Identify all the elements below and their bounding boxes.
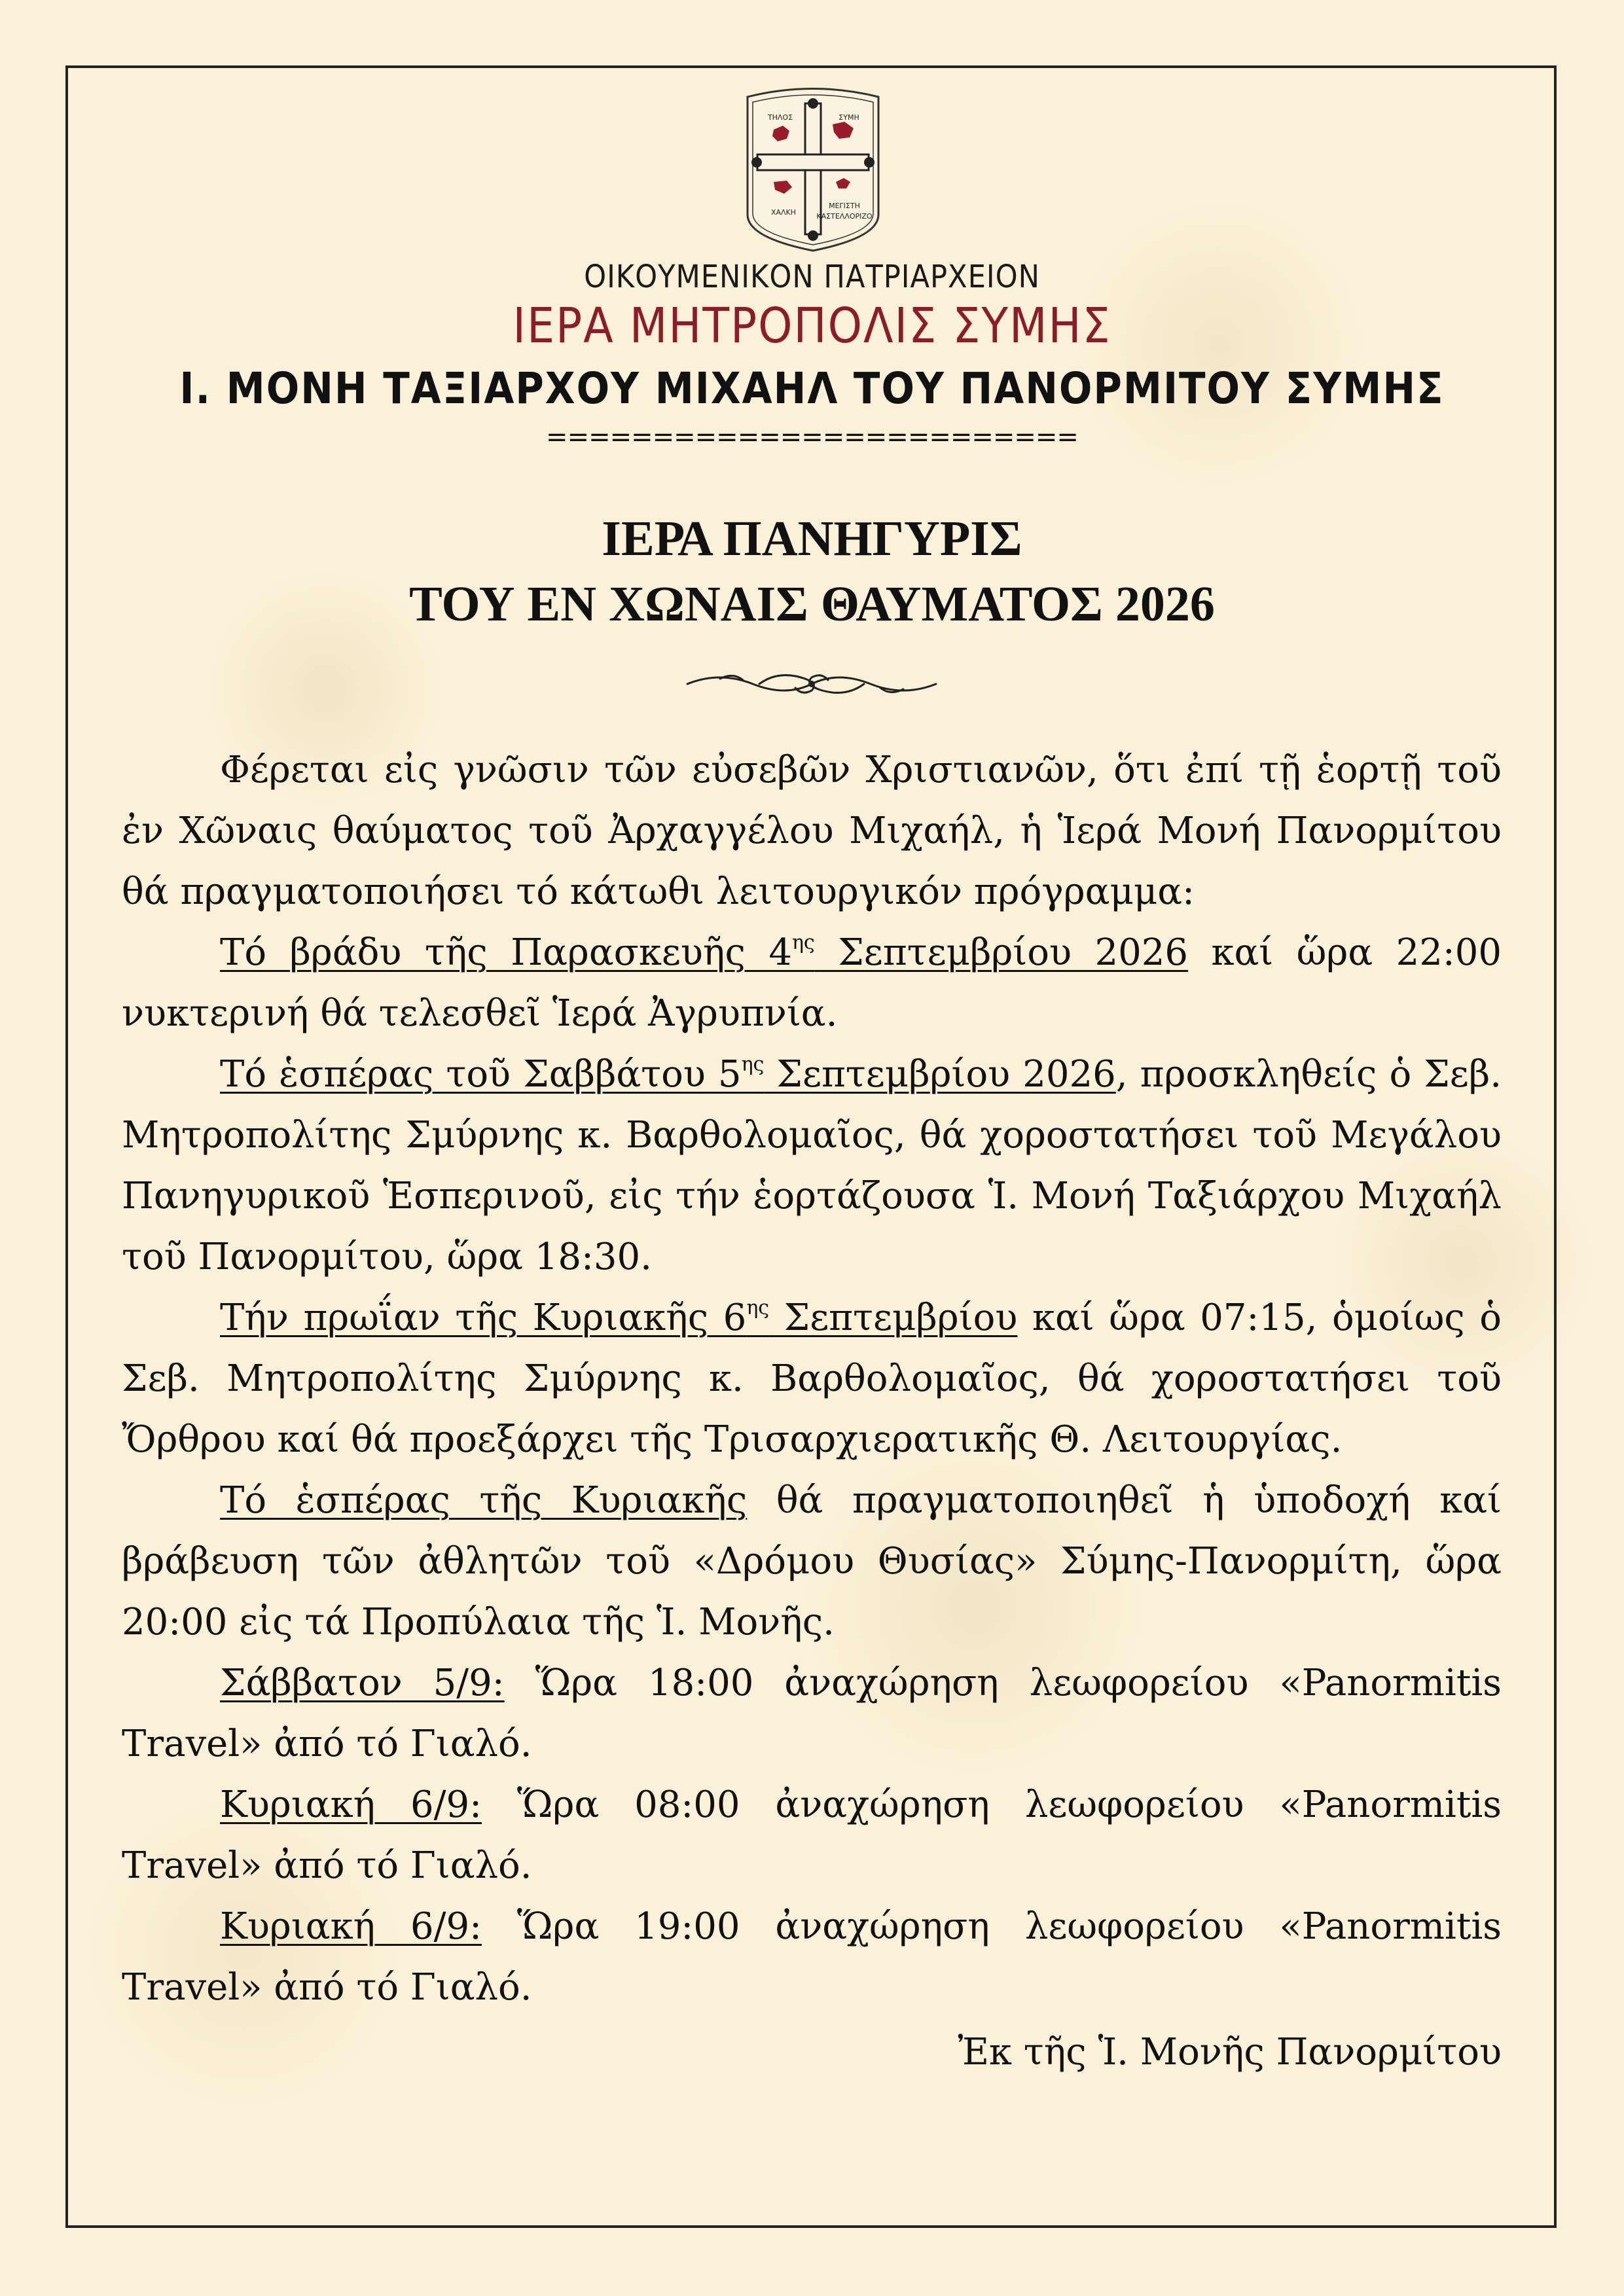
flourish-ornament-icon [681, 664, 943, 704]
patriarchate-heading: ΟΙΚΟΥΜΕΝΙΚΟΝ ΠΑΤΡΙΑΡΧΕΙΟΝ [584, 259, 1040, 295]
vigil-date: Τό βράδυ τῆς Παρασκευῆς $4^{\eta\varsigma}$ Σεπτεμβρίου 2026 [220, 931, 1189, 974]
paragraph-bus-sunday-morning: Κυριακή 6/9: Ὥρα 08:00 ἀναχώρηση λεωφορείου «Panormitis Travel» ἀπό τό Γιαλό. [122, 1784, 1502, 1887]
emblem-label-symi: ΣΥΜΗ [839, 113, 859, 122]
paragraph-vigil: Τό βράδυ τῆς Παρασκευῆς $4^{\eta\varsigma}$ Σεπτεμβρίου 2026 καί ὥρα 22:00 νυκτερινή θά τελεσθεῖ Ἱερά Ἀγρυπνία. [122, 931, 1502, 1035]
announcement-title-line2: ΤΟΥ ΕΝ ΧΩΝΑΙΣ ΘΑΥΜΑΤΟΣ 2026 [409, 577, 1215, 632]
announcement-title-line1: ΙΕΡΑ ΠΑΝΗΓΥΡΙΣ [602, 511, 1022, 566]
signature: Ἐκ τῆς Ἱ. Μονῆς Πανορμίτου [958, 2031, 1502, 2073]
metropolis-cross-emblem-icon [728, 84, 898, 254]
metropolis-heading: ΙΕΡΑ ΜΗΤΡΟΠΟΛΙΣ ΣΥΜΗΣ [513, 298, 1111, 354]
liturgy-date: Τήν πρωΐαν τῆς Κυριακῆς $6^{\eta\varsigma}$ Σεπτεμβρίου [220, 1297, 1018, 1339]
emblem-label-kastellorizo: ΚΑΣΤΕΛΛΟΡΙΖΟ [816, 212, 873, 221]
bus-sunday-morning-date: Κυριακή 6/9: [220, 1784, 482, 1826]
bus-sunday-evening-date: Κυριακή 6/9: [220, 1905, 482, 1948]
monastery-heading: Ι. ΜΟΝΗ ΤΑΞΙΑΡΧΟΥ ΜΙΧΑΗΛ ΤΟΥ ΠΑΝΟΡΜΙΤΟΥ ΣΥΜΗΣ [179, 363, 1445, 414]
announcement-body [122, 740, 1502, 2083]
vespers-date: Τό ἑσπέρας τοῦ Σαββάτου $5^{\eta\varsigma}$ Σεπτεμβρίου 2026 [220, 1053, 1116, 1096]
athletes-date: Τό ἑσπέρας τῆς Κυριακῆς [220, 1479, 748, 1522]
paragraph-athletes: Τό ἑσπέρας τῆς Κυριακῆς θά πραγματοποιηθεῖ ἡ ὑποδοχή καί βράβευση τῶν ἀθλητῶν τοῦ «Δρόμου Θυσίας» Σύμης-Πανορμίτη, ὥρα 20:00 εἰς τά Προπύλαια τῆς Ἱ. Μονῆς. [122, 1479, 1502, 1643]
header-rule: ========================= [546, 422, 1078, 452]
paragraph-bus-sunday-evening: Κυριακή 6/9: Ὥρα 19:00 ἀναχώρηση λεωφορείου «Panormitis Travel» ἀπό τό Γιαλό. [122, 1905, 1502, 2009]
intro-paragraph: Φέρεται εἰς γνῶσιν τῶν εὐσεβῶν Χριστιανῶν, ὅτι ἐπί τῇ ἑορτῇ τοῦ ἐν Χῶναις θαύματος τοῦ Ἀρχαγγέλου Μιχαήλ, ἡ Ἱερά Μονή Πανορμίτου θά πραγματοποιήσει τό κάτωθι λειτουργικόν πρόγραμμα: [122, 749, 1502, 913]
emblem-label-chalki: ΧΑΛΚΗ [770, 208, 797, 217]
paragraph-liturgy: Τήν πρωΐαν τῆς Κυριακῆς $6^{\eta\varsigma}$ Σεπτεμβρίου καί ὥρα 07:15, ὁμοίως ὁ Σεβ. Μητροπολίτης Σμύρνης κ. Βαρθολομαῖος, θά χοροστατήσει τοῦ Ὄρθρου καί θά προεξάρχει τῆς Τρισαρχιερατικῆς Θ. Λειτουργίας. [122, 1297, 1502, 1461]
paragraph-vespers: Τό ἑσπέρας τοῦ Σαββάτου $5^{\eta\varsigma}$ Σεπτεμβρίου 2026, προσκληθείς ὁ Σεβ. Μητροπολίτης Σμύρνης κ. Βαρθολομαῖος, θά χοροστατήσει τοῦ Μεγάλου Πανηγυρικοῦ Ἑσπερινοῦ, εἰς τήν ἑορτάζουσα Ἱ. Μονή Ταξιάρχου Μιχαήλ τοῦ Πανορμίτου, ὥρα 18:30. [122, 1053, 1502, 1278]
bus-saturday-date: Σάββατον 5/9: [220, 1662, 505, 1704]
emblem-label-megisti: ΜΕΓΙΣΤΗ [829, 202, 860, 210]
paragraph-bus-saturday: Σάββατον 5/9: Ὥρα 18:00 ἀναχώρηση λεωφορείου «Panormitis Travel» ἀπό τό Γιαλό. [122, 1662, 1502, 1765]
emblem-label-tilos: ΤΗΛΟΣ [767, 113, 793, 122]
